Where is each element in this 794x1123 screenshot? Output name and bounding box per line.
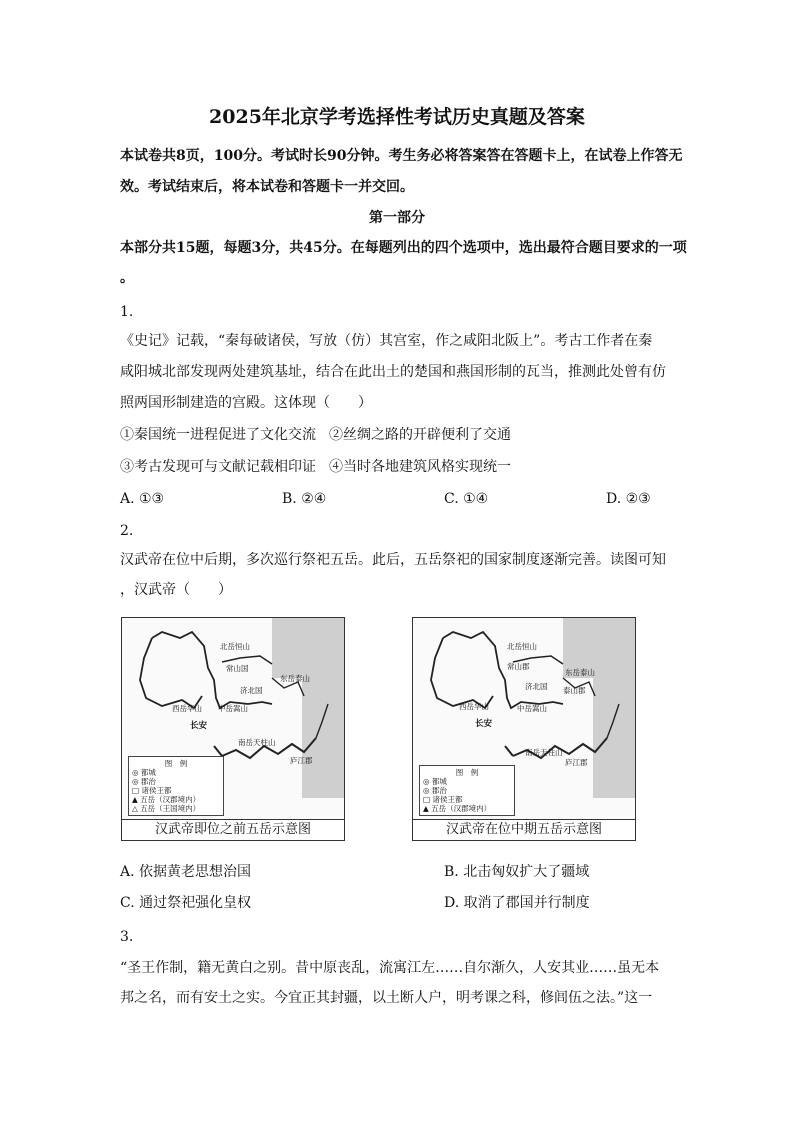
- map-before-accession: [121, 617, 345, 841]
- part-title: 第一部分: [369, 210, 425, 226]
- map2-label-dongyue: 东岳泰山: [565, 668, 595, 677]
- map1-label-zhongyue: 中岳嵩山: [218, 704, 248, 713]
- q1-option-b[interactable]: B. ②④: [282, 491, 327, 507]
- q3-stem-line-1: “圣王作制，籍无黄白之别。昔中原丧乱，流寓江左……自尔渐久，人安其业……虽无本: [120, 960, 660, 976]
- map2-legend: [419, 765, 515, 816]
- q2-option-d[interactable]: D. 取消了郡国并行制度: [444, 895, 590, 911]
- q1-item-4: ④当时各地建筑风格实现统一: [329, 459, 511, 475]
- q1-option-a[interactable]: A. ①③: [120, 491, 165, 507]
- legend-title: 图 例: [455, 768, 479, 777]
- legend-item: □ 诸侯王都: [423, 795, 463, 804]
- map2-label-taishan: 泰山郡: [563, 686, 586, 695]
- intro-line-1: 本试卷共8页，100分。考试时长90分钟。考生务必将答案答在答题卡上，在试卷上作答无: [120, 148, 683, 164]
- map2-label-nanyue: 南岳天柱山: [525, 748, 563, 757]
- map2-label-lujiang: 庐江郡: [565, 758, 588, 767]
- q2-option-a[interactable]: A. 依据黄老思想治国: [120, 864, 252, 880]
- legend-item: △ 五岳（王国境内）: [132, 804, 201, 813]
- map2-label-beiyue: 北岳恒山: [507, 642, 537, 651]
- q1-stem-line-3: 照两国形制建造的宫殿。这体现（ ）: [120, 395, 372, 411]
- map2-label-changshan: 常山郡: [507, 662, 530, 671]
- q1-stem-line-1: 《史记》记载，“秦每破诸侯，写放（仿）其宫室，作之咸阳北阪上”。考古工作者在秦: [120, 333, 653, 349]
- map2-label-changan: 长安: [475, 719, 493, 729]
- q3-stem-line-2: 邦之名，而有安土之实。今宜正其封疆，以土断人户，明考课之科，修闾伍之法。”这一: [120, 990, 653, 1006]
- q1-item-2: ②丝绸之路的开辟便利了交通: [329, 427, 511, 443]
- legend-item: □ 诸侯王都: [132, 786, 172, 795]
- map2-label-zhongyue: 中岳嵩山: [517, 704, 547, 713]
- q1-item-1: ①秦国统一进程促进了文化交流: [120, 427, 316, 443]
- legend-item: ◎ 都城: [132, 768, 156, 777]
- q1-option-c[interactable]: C. ①④: [444, 491, 489, 507]
- map-mid-reign: [412, 617, 636, 841]
- map1-caption: 汉武帝即位之前五岳示意图: [122, 819, 344, 840]
- q2-option-b[interactable]: B. 北击匈奴扩大了疆域: [444, 864, 590, 880]
- map1-label-changan: 长安: [190, 721, 208, 731]
- legend-item: ▲ 五岳（汉郡境内）: [423, 804, 492, 813]
- map1-legend: [128, 756, 224, 816]
- q1-item-3: ③考古发现可与文献记载相印证: [120, 459, 316, 475]
- map1-label-beiyue: 北岳恒山: [220, 642, 250, 651]
- legend-item: ◎ 郡治: [423, 786, 447, 795]
- page-title: 2025年北京学考选择性考试历史真题及答案: [209, 106, 585, 128]
- part-desc-line-1: 本部分共15题，每题3分，共45分。在每题列出的四个选项中，选出最符合题目要求的一项: [120, 240, 687, 256]
- legend-title: 图 例: [164, 759, 188, 768]
- legend-item: ▲ 五岳（汉郡境内）: [132, 795, 201, 804]
- map1-label-dongyue: 东岳泰山: [280, 674, 310, 683]
- map1-label-jibei: 济北国: [240, 686, 263, 695]
- map2-label-xiyue: 西岳华山: [459, 702, 489, 711]
- part-desc-line-2: 。: [120, 270, 134, 286]
- intro-line-2: 效。考试结束后，将本试卷和答题卡一并交回。: [120, 179, 414, 195]
- q2-option-c[interactable]: C. 通过祭祀强化皇权: [120, 895, 252, 911]
- q1-number: 1.: [120, 304, 134, 320]
- q1-option-d[interactable]: D. ②③: [606, 491, 651, 507]
- map2-caption: 汉武帝在位中期五岳示意图: [413, 819, 635, 840]
- map2-label-jibei: 济北国: [525, 682, 548, 691]
- q2-number: 2.: [120, 523, 134, 539]
- map1-label-lujiang: 庐江郡: [290, 756, 313, 765]
- legend-item: ◎ 郡治: [132, 777, 156, 786]
- q1-stem-line-2: 咸阳城北部发现两处建筑基址，结合在此出土的楚国和燕国形制的瓦当，推测此处曾有仿: [120, 364, 666, 380]
- q2-stem-line-1: 汉武帝在位中后期，多次巡行祭祀五岳。此后，五岳祭祀的国家制度逐渐完善。读图可知: [120, 552, 666, 568]
- q3-number: 3.: [120, 929, 134, 945]
- map1-label-nanyue: 南岳天柱山: [238, 738, 276, 747]
- map1-label-xiyue: 西岳华山: [172, 704, 202, 713]
- map1-label-changshan: 常山国: [226, 664, 249, 673]
- q2-stem-line-2: ，汉武帝（ ）: [120, 582, 232, 598]
- legend-item: ◎ 都城: [423, 777, 447, 786]
